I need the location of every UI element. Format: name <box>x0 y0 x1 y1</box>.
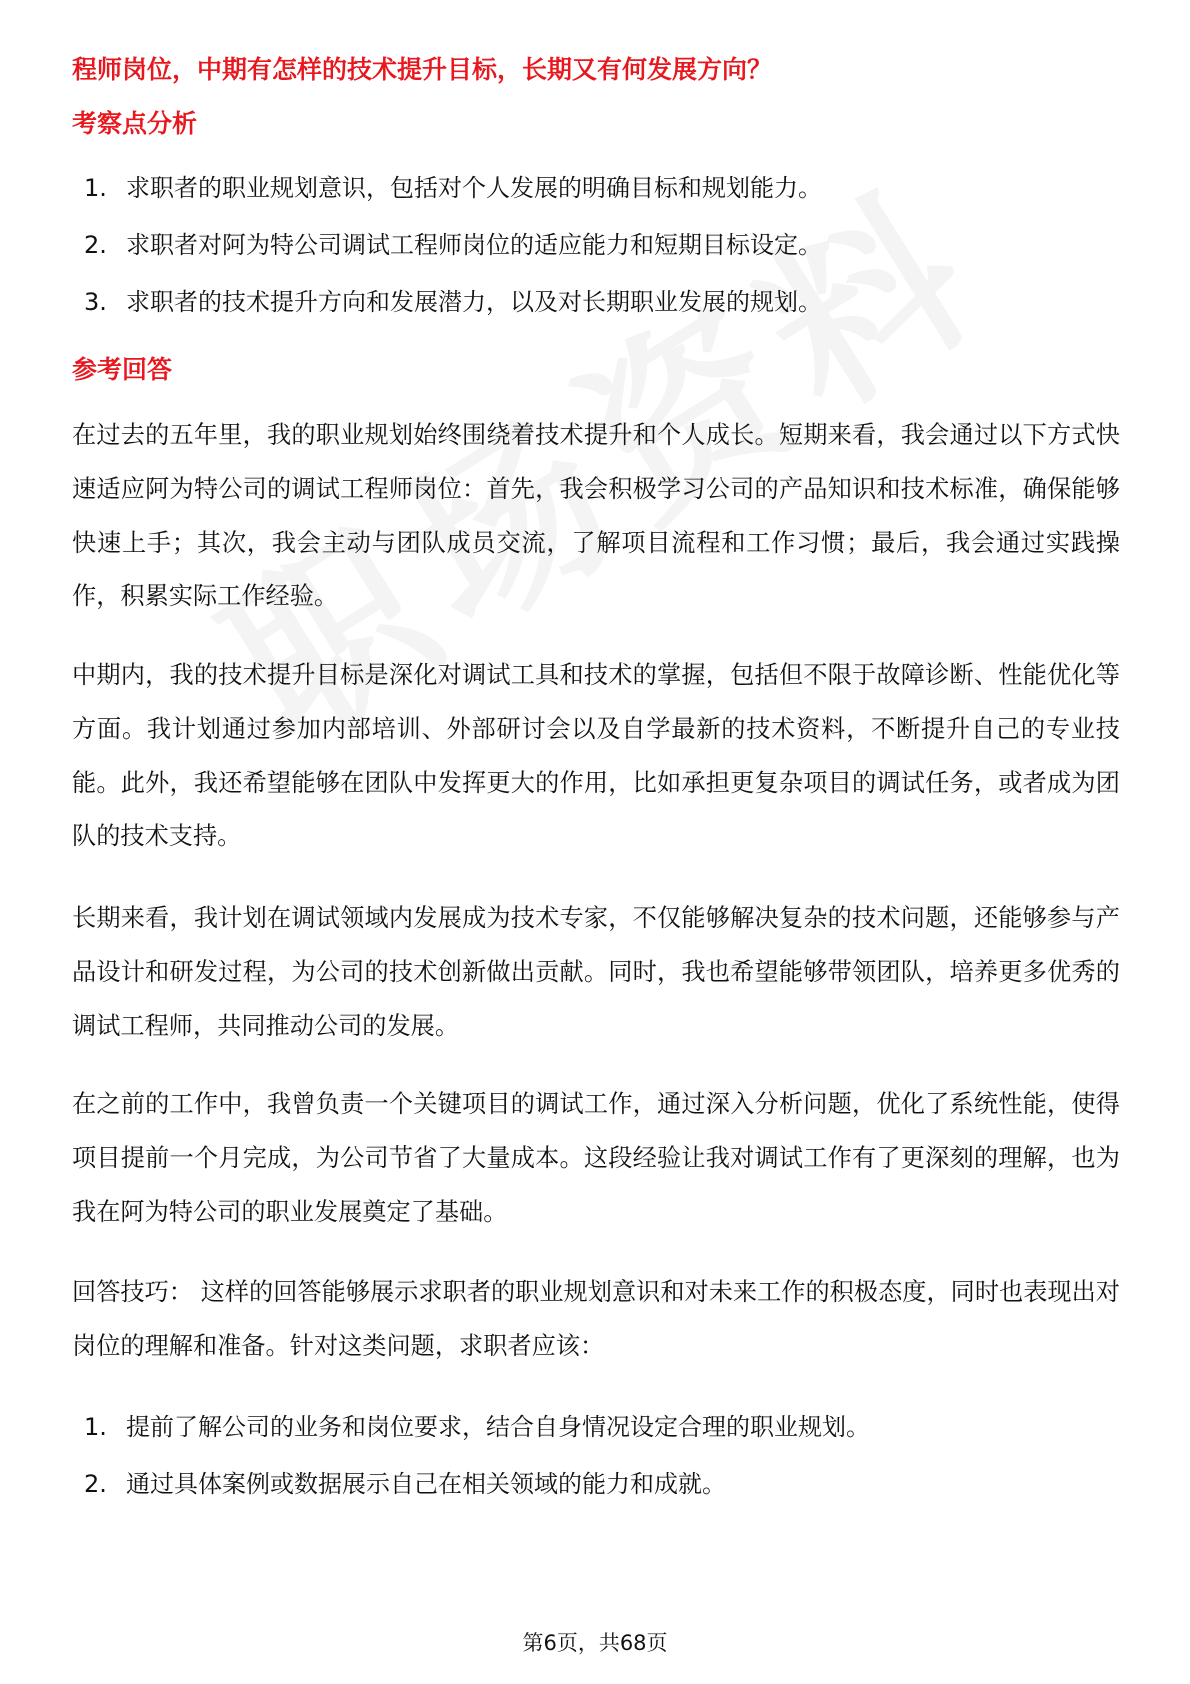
page-number-footer: 第6页，共68页 <box>522 1631 668 1655</box>
list-item: 1. 求职者的职业规划意识，包括对个人发展的明确目标和规划能力。 <box>84 174 822 202</box>
list-item: 3. 求职者的技术提升方向和发展潜力，以及对长期职业发展的规划。 <box>84 288 822 316</box>
list-item: 1. 提前了解公司的业务和岗位要求，结合自身情况设定合理的职业规划。 <box>84 1413 870 1441</box>
list-item: 2. 通过具体案例或数据展示自己在相关领域的能力和成就。 <box>84 1470 726 1498</box>
answer-paragraph-2: 中期内，我的技术提升目标是深化对调试工具和技术的掌握，包括但不限于故障诊断、性能优化等方面。我计划通过参加内部培训、外部研讨会以及自学最新的技术资料，不断提升自己的专业技能。此外，我还希望能够在团队中发挥更大的作用，比如承担更复杂项目的调试任务，或者成为团队的技术支持。 <box>72 661 1120 851</box>
analysis-heading: 考察点分析 <box>72 109 198 138</box>
question-title: 程师岗位，中期有怎样的技术提升目标，长期又有何发展方向？ <box>72 55 773 84</box>
answer-paragraph-1: 在过去的五年里，我的职业规划始终围绕着技术提升和个人成长。短期来看，我会通过以下方式快速适应阿为特公司的调试工程师岗位：首先，我会积极学习公司的产品知识和技术标准，确保能够快速上手；其次，我会主动与团队成员交流，了解项目流程和工作习惯；最后，我会通过实践操作，积累实际工作经验。 <box>72 421 1120 611</box>
answer-tips-intro: 回答技巧： 这样的回答能够展示求职者的职业规划意识和对未来工作的积极态度，同时也表现出对岗位的理解和准备。针对这类问题，求职者应该： <box>72 1278 1120 1360</box>
answer-paragraph-4: 在之前的工作中，我曾负责一个关键项目的调试工作，通过深入分析问题，优化了系统性能，使得项目提前一个月完成，为公司节省了大量成本。这段经验让我对调试工作有了更深刻的理解，也为我在阿为特公司的职业发展奠定了基础。 <box>72 1090 1120 1226</box>
analysis-list <box>84 160 822 331</box>
list-item: 2. 求职者对阿为特公司调试工程师岗位的适应能力和短期目标设定。 <box>84 231 822 259</box>
tips-list <box>84 1399 870 1513</box>
answer-heading: 参考回答 <box>72 355 173 384</box>
answer-paragraph-3: 长期来看，我计划在调试领域内发展成为技术专家，不仅能够解决复杂的技术问题，还能够参与产品设计和研发过程，为公司的技术创新做出贡献。同时，我也希望能够带领团队，培养更多优秀的调试工程师，共同推动公司的发展。 <box>72 904 1120 1040</box>
